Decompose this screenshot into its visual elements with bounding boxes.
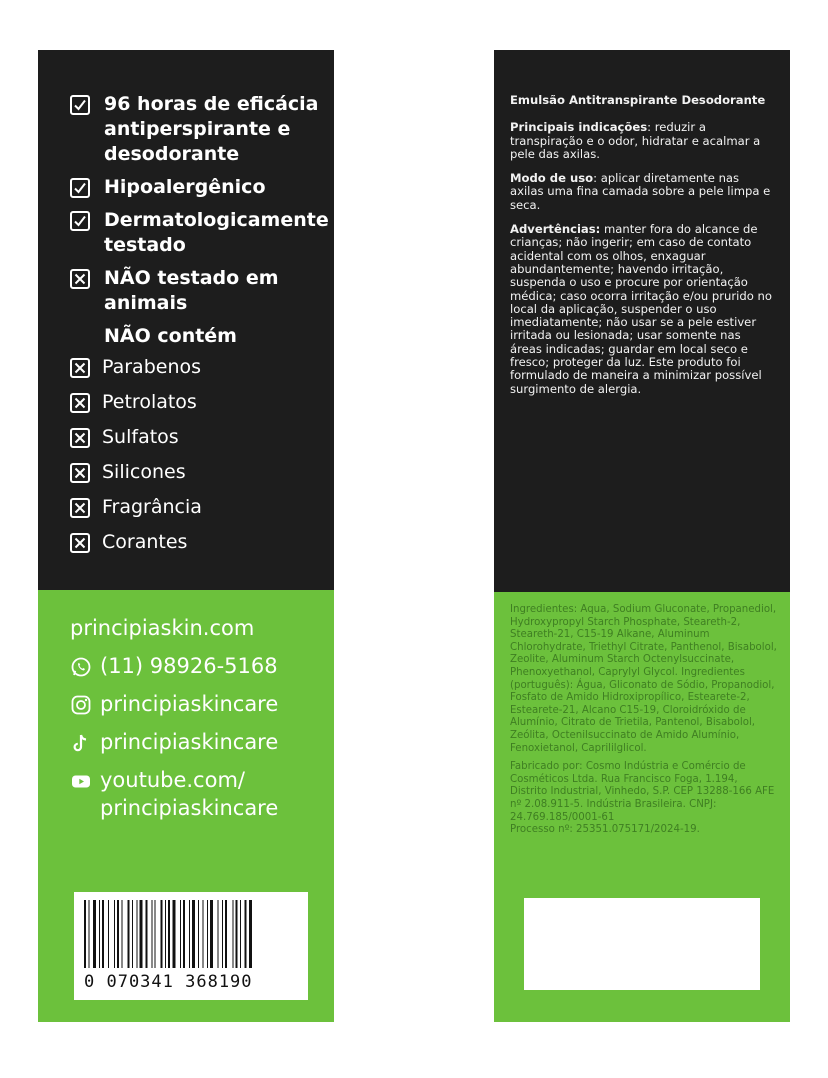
usage-text-block [510, 94, 776, 407]
claim-96h: 96 horas de eficácia antiperspirante e desodorante [70, 92, 326, 167]
ingredients-text: Ingredientes: Aqua, Sodium Gluconate, Propanediol, Hydroxypropyl Starch Phosphate, Steareth-2, Steareth-21, C15-19 Alkane, Aluminum Chlorohydrate, Triethyl Citrate, Panthenol, Bisabolol, Zeolite, Aluminum Starch Octenylsuccinate, Phenoxyethanol, Caprylyl Glycol. Ingredientes (português): Água, Gliconato de Sódio, Propanodiol, Fosfato de Amido Hidroxipropílico, Estearete-2, Estearete-21, Alcano C15-19, Cloroidróxido de Alumínio, Citrato de Trietila, Pantenol, Bisabolol, Zeólita, Octenilsuccinato de Amido Alumínio, Fenoxietanol, Caprililglicol. [510, 604, 777, 754]
right-dark-section [494, 50, 790, 592]
instagram-contact[interactable]: principiaskincare [70, 690, 330, 718]
product-title: Emulsão Antitranspirante Desodorante [510, 93, 766, 107]
checkbox-x-icon [70, 498, 90, 518]
usage-paragraph: Modo de uso: aplicar diretamente nas axilas uma fina camada sobre a pele limpa e seca. [510, 171, 771, 212]
claim-not-animal-tested: NÃO testado em animais [70, 266, 326, 316]
left-dark-section [38, 50, 334, 590]
blank-label-area [524, 898, 760, 990]
checkbox-x-icon [70, 269, 90, 289]
checkbox-x-icon [70, 358, 90, 378]
right-box-panel [494, 50, 790, 1022]
barcode-label [74, 892, 308, 1000]
checkbox-x-icon [70, 463, 90, 483]
contacts-list [70, 614, 330, 832]
manufacturer-text: Fabricado por: Cosmo Indústria e Comércio de Cosméticos Ltda. Rua Francisco Foga, 1.194, Distrito Industrial, Vinhedo, S.P. CEP 13288-166 AFE nº 2.08.911-5. Indústria Brasileira. CNPJ: 24.769.185/0001-61 Processo nº: 25351.075171/2024-19. [510, 761, 775, 836]
claim-dermatologically-tested: Dermatologicamente testado [70, 208, 326, 258]
claim-hypoallergenic: Hipoalergênico [70, 175, 326, 200]
left-box-panel [38, 50, 334, 1022]
warnings-paragraph: Advertências: manter fora do alcance de crianças; não ingerir; em caso de contato acidental com os olhos, enxaguar abundantemente; havendo irritação, suspenda o uso e procure por orientação médica; caso ocorra irritação e/ou prurido no local da aplicação, suspender o uso imediatamente; não usar se a pele estiver irritada ou lesionada; usar somente nas áreas indicadas; guardar em local seco e fresco; proteger da luz. Este produto foi formulado de maneira a minimizar possível surgimento de alergia. [510, 222, 772, 396]
whatsapp-contact[interactable]: (11) 98926-5168 [70, 652, 330, 680]
whatsapp-icon [70, 656, 92, 678]
not-contain-item: Silicones [70, 460, 326, 485]
not-contain-item: Sulfatos [70, 425, 326, 450]
claims-list [70, 92, 329, 565]
tiktok-contact[interactable]: principiaskincare [70, 728, 330, 756]
checkbox-x-icon [70, 428, 90, 448]
not-contain-item: Fragrância [70, 495, 326, 520]
not-contain-item: Corantes [70, 530, 326, 555]
checkbox-x-icon [70, 533, 90, 553]
barcode-icon [84, 900, 298, 968]
checkbox-x-icon [70, 393, 90, 413]
youtube-contact[interactable]: youtube.com/ principiaskincare [70, 766, 330, 822]
left-green-section [38, 590, 334, 1022]
tiktok-icon [70, 732, 92, 754]
not-contain-item: Parabenos [70, 355, 326, 380]
instagram-icon [70, 694, 92, 716]
checkbox-check-icon [70, 178, 90, 198]
ingredients-block [510, 604, 778, 843]
checkbox-check-icon [70, 211, 90, 231]
website-link[interactable]: principiaskin.com [70, 616, 255, 640]
barcode-number: 0 070341 368190 [84, 972, 253, 992]
right-green-section [494, 592, 790, 1022]
process-number: Processo nº: 25351.075171/2024-19. [510, 824, 700, 836]
not-contain-item: Petrolatos [70, 390, 326, 415]
checkbox-check-icon [70, 95, 90, 115]
not-contain-heading: NÃO contém [104, 325, 237, 347]
youtube-icon [70, 770, 92, 792]
indications-paragraph: Principais indicações: reduzir a transpiração e o odor, hidratar e acalmar a pele das axilas. [510, 120, 761, 161]
